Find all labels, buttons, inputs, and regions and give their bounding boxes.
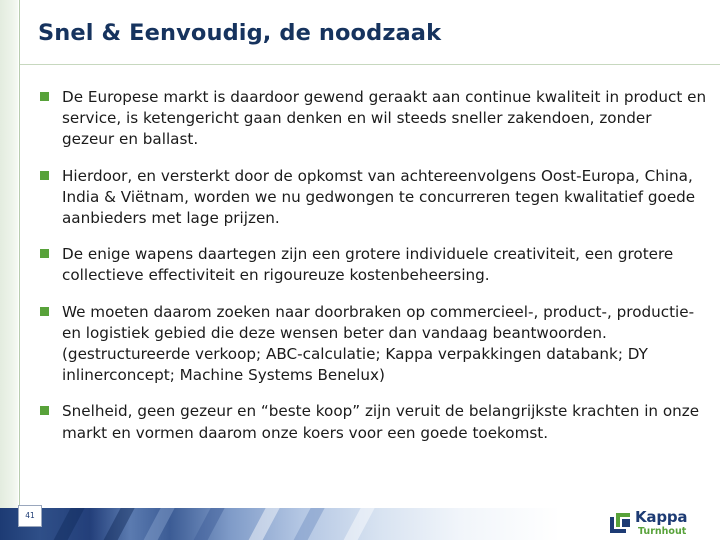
slide-title: Snel & Eenvoudig, de noodzaak [38, 20, 442, 46]
footer-stripe [44, 508, 90, 540]
bullet-text: De enige wapens daartegen zijn een grotere individuele creativiteit, een grotere collectieve effectiviteit en rigoureuze kostenbeheersing. [62, 245, 674, 285]
footer-stripe [134, 508, 180, 540]
bullet-text: Snelheid, geen gezeur en “beste koop” zijn veruit de belangrijkste krachten in onze markt en vormen daarom onze koers voor een goede toekomst. [62, 402, 700, 442]
square-bullet-icon [40, 406, 49, 415]
logo-subtitle: Turnhout [638, 526, 687, 537]
left-divider [19, 0, 20, 508]
kappa-logo-icon [608, 511, 634, 535]
bullet-text: Hierdoor, en versterkt door de opkomst van achtereenvolgens Oost-Europa, China, India & Viëtnam, worden we nu gedwongen te concurreren tegen kwalitatief goede aanbieders met lage prijzen. [62, 166, 696, 228]
kappa-logo [608, 507, 708, 539]
footer-stripe [334, 508, 380, 540]
bullet-text: De Europese markt is daardoor gewend geraakt aan continue kwaliteit in product en service, is ketengericht gaan denken en wil steeds sneller zakendoen, zonder gezeur en ballast. [62, 88, 707, 149]
square-bullet-icon [40, 171, 49, 180]
footer-stripe [284, 508, 330, 540]
bullet-item [40, 302, 708, 387]
square-bullet-icon [40, 307, 49, 316]
bullet-item [40, 401, 708, 443]
bullet-item [40, 87, 708, 151]
bullet-item [40, 244, 708, 286]
footer-stripe [239, 508, 285, 540]
logo-wordmark: Kappa [635, 508, 688, 526]
bullet-item [40, 166, 708, 230]
square-bullet-icon [40, 92, 49, 101]
footer-stripe [94, 508, 140, 540]
bullet-list [40, 87, 708, 444]
square-bullet-icon [40, 249, 49, 258]
footer-stripe [184, 508, 230, 540]
title-divider [20, 64, 720, 65]
page-number: 41 [18, 505, 42, 527]
bullet-text: We moeten daarom zoeken naar doorbraken op commercieel-, product-, productie- en logistiek gebied die deze wensen beter dan vandaag beantwoorden. (gestructureerde verkoop; ABC-calculatie; Kappa verpakkingen databank; DY inlinerconcept; Machine Systems Benelux) [62, 302, 695, 385]
left-accent-strip [0, 0, 18, 508]
